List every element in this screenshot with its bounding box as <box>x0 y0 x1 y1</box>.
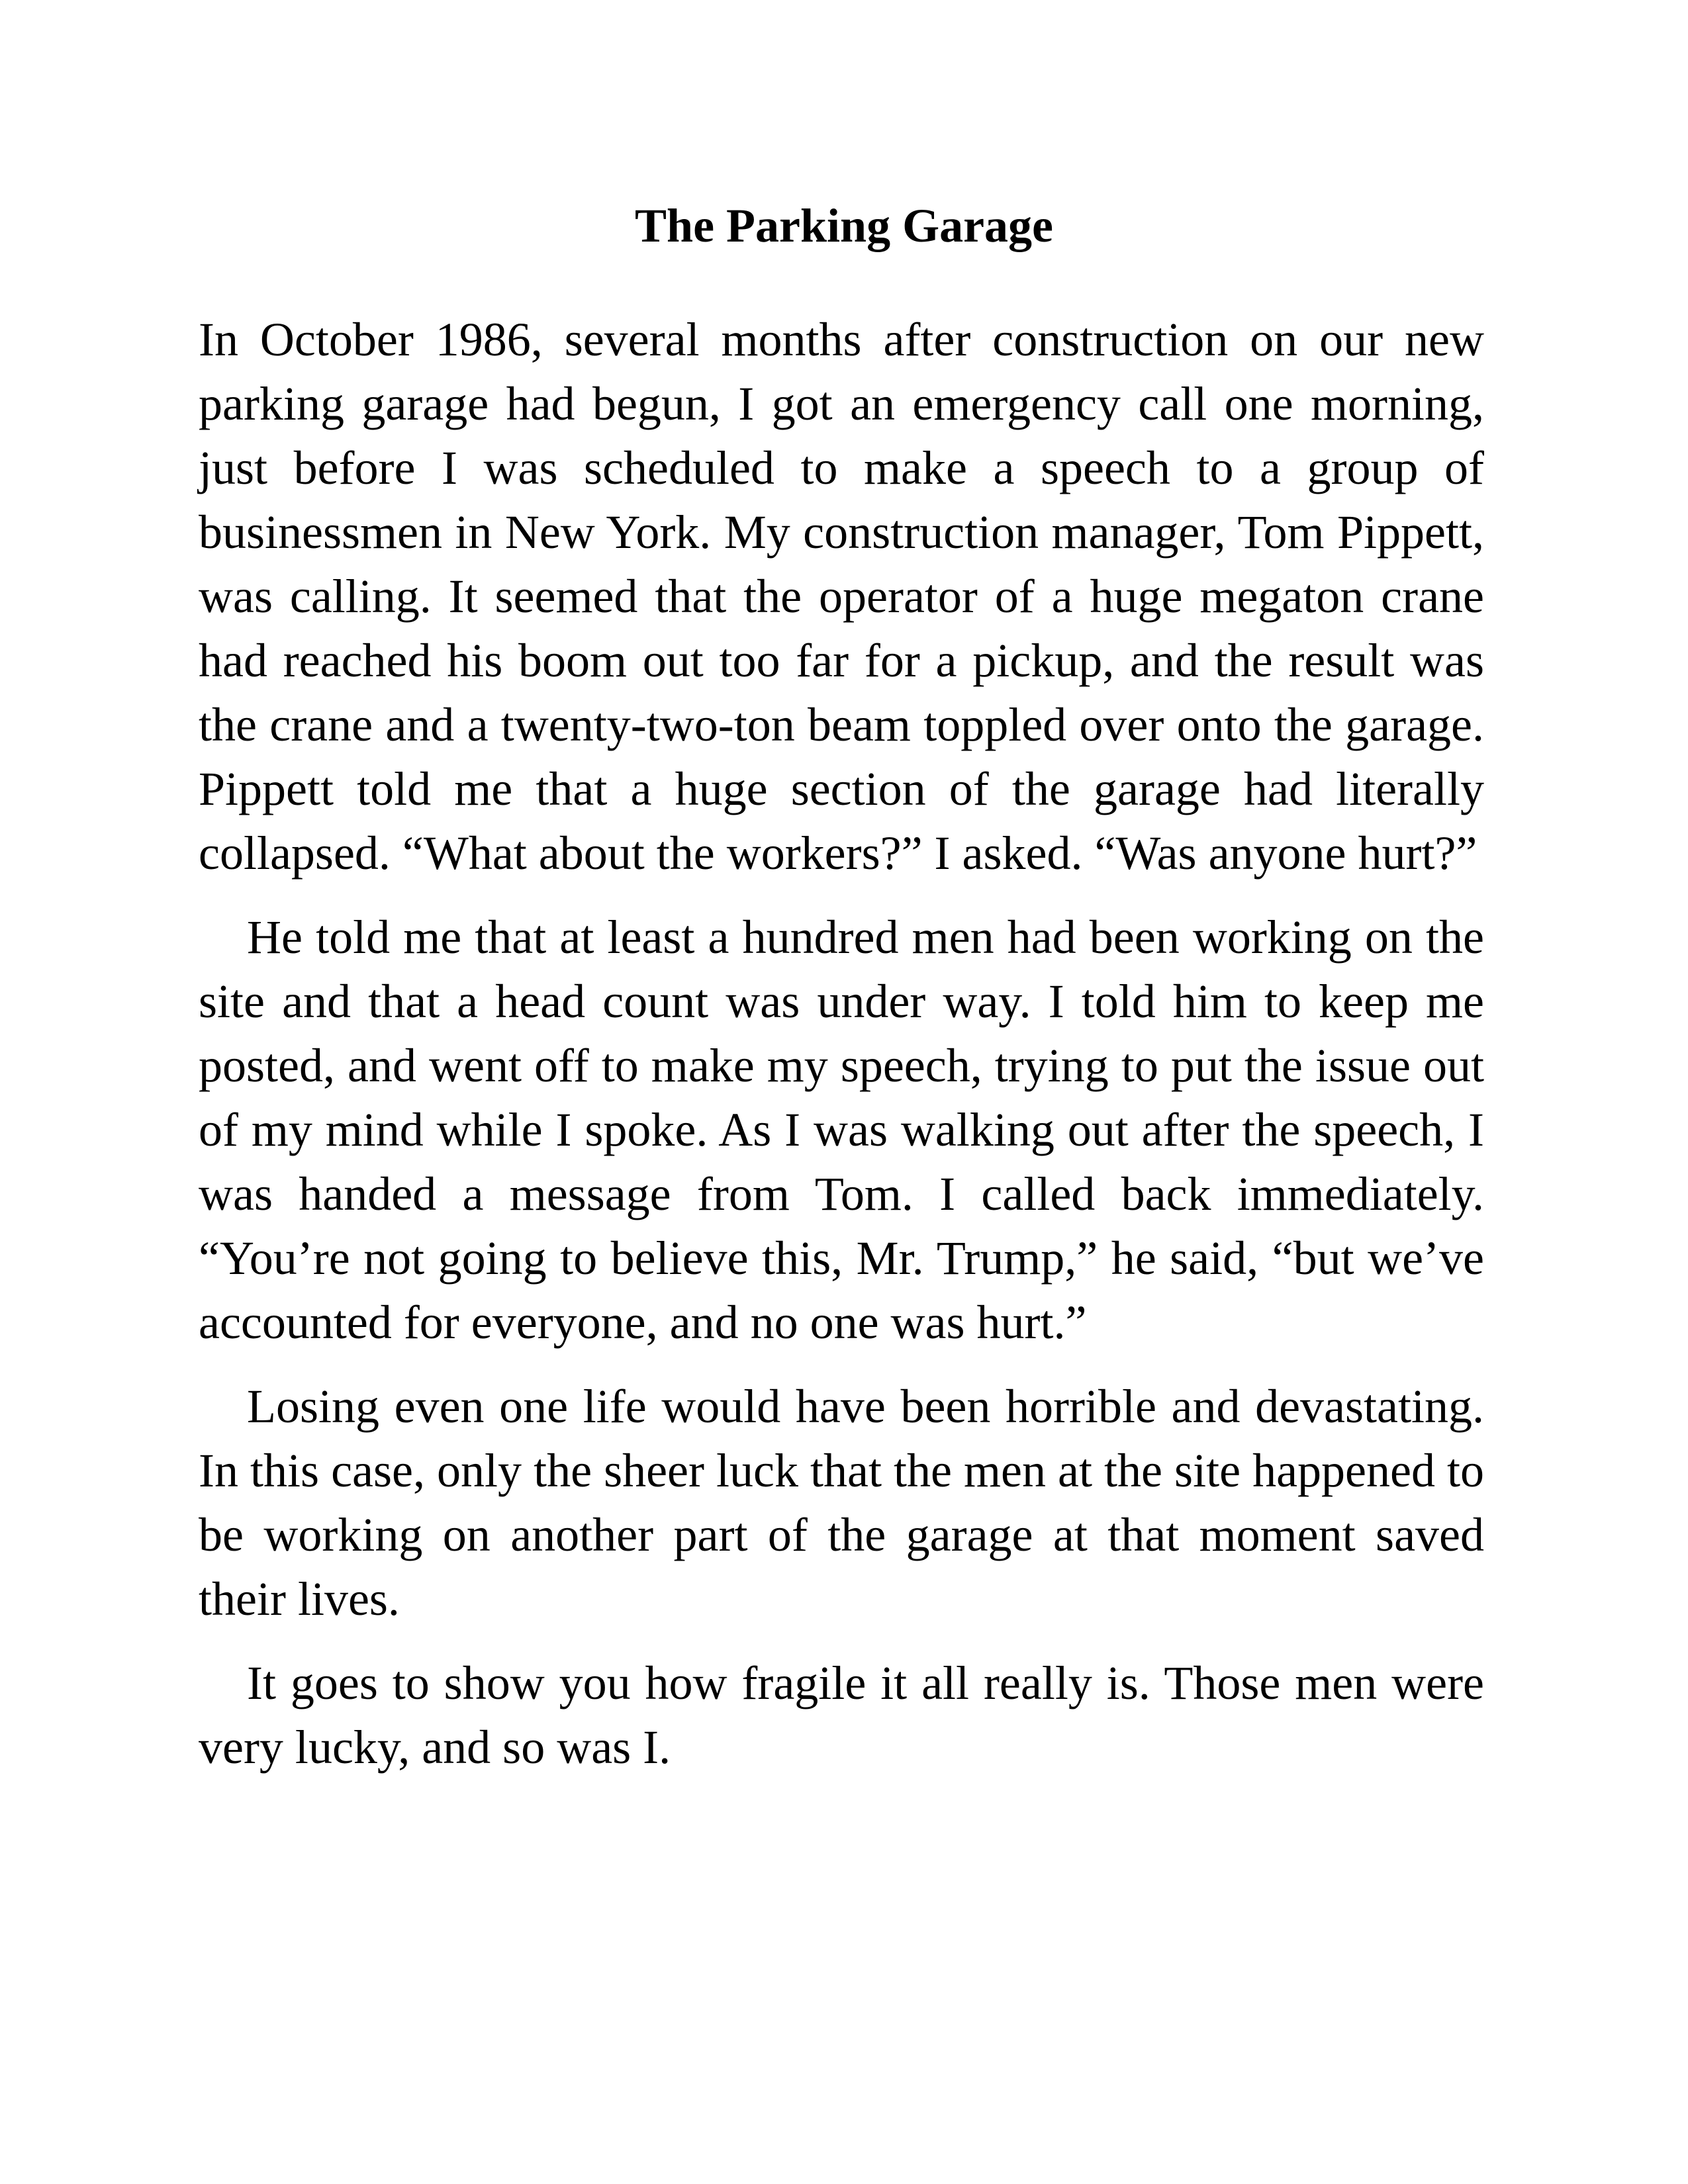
paragraph-4: It goes to show you how fragile it all really is. Those men were very lucky, and so was I. <box>199 1657 1484 1774</box>
page-title: The Parking Garage <box>635 199 1053 252</box>
document-body <box>199 308 1484 1780</box>
paragraph-3: Losing even one life would have been horrible and devastating. In this case, only the sheer luck that the men at the site happened to be working on another part of the garage at that moment saved their lives. <box>199 1380 1484 1625</box>
paragraph-2: He told me that at least a hundred men had been working on the site and that a head count was under way. I told him to keep me posted, and went off to make my speech, trying to put the issue out of my mind while I spoke. As I was walking out after the speech, I was handed a message from Tom. I called back immediately. “You’re not going to believe this, Mr. Trump,” he said, “but we’ve accounted for everyone, and no one was hurt.” <box>199 911 1484 1349</box>
paragraph-1: In October 1986, several months after construction on our new parking garage had begun, I got an emergency call one morning, just before I was scheduled to make a speech to a group of businessmen in New York. My construction manager, Tom Pippett, was calling. It seemed that the operator of a huge megaton crane had reached his boom out too far for a pickup, and the result was the crane and a twenty-two-ton beam toppled over onto the garage. Pippett told me that a huge section of the garage had literally collapsed. “What about the workers?” I asked. “Was anyone hurt?” <box>199 313 1484 880</box>
